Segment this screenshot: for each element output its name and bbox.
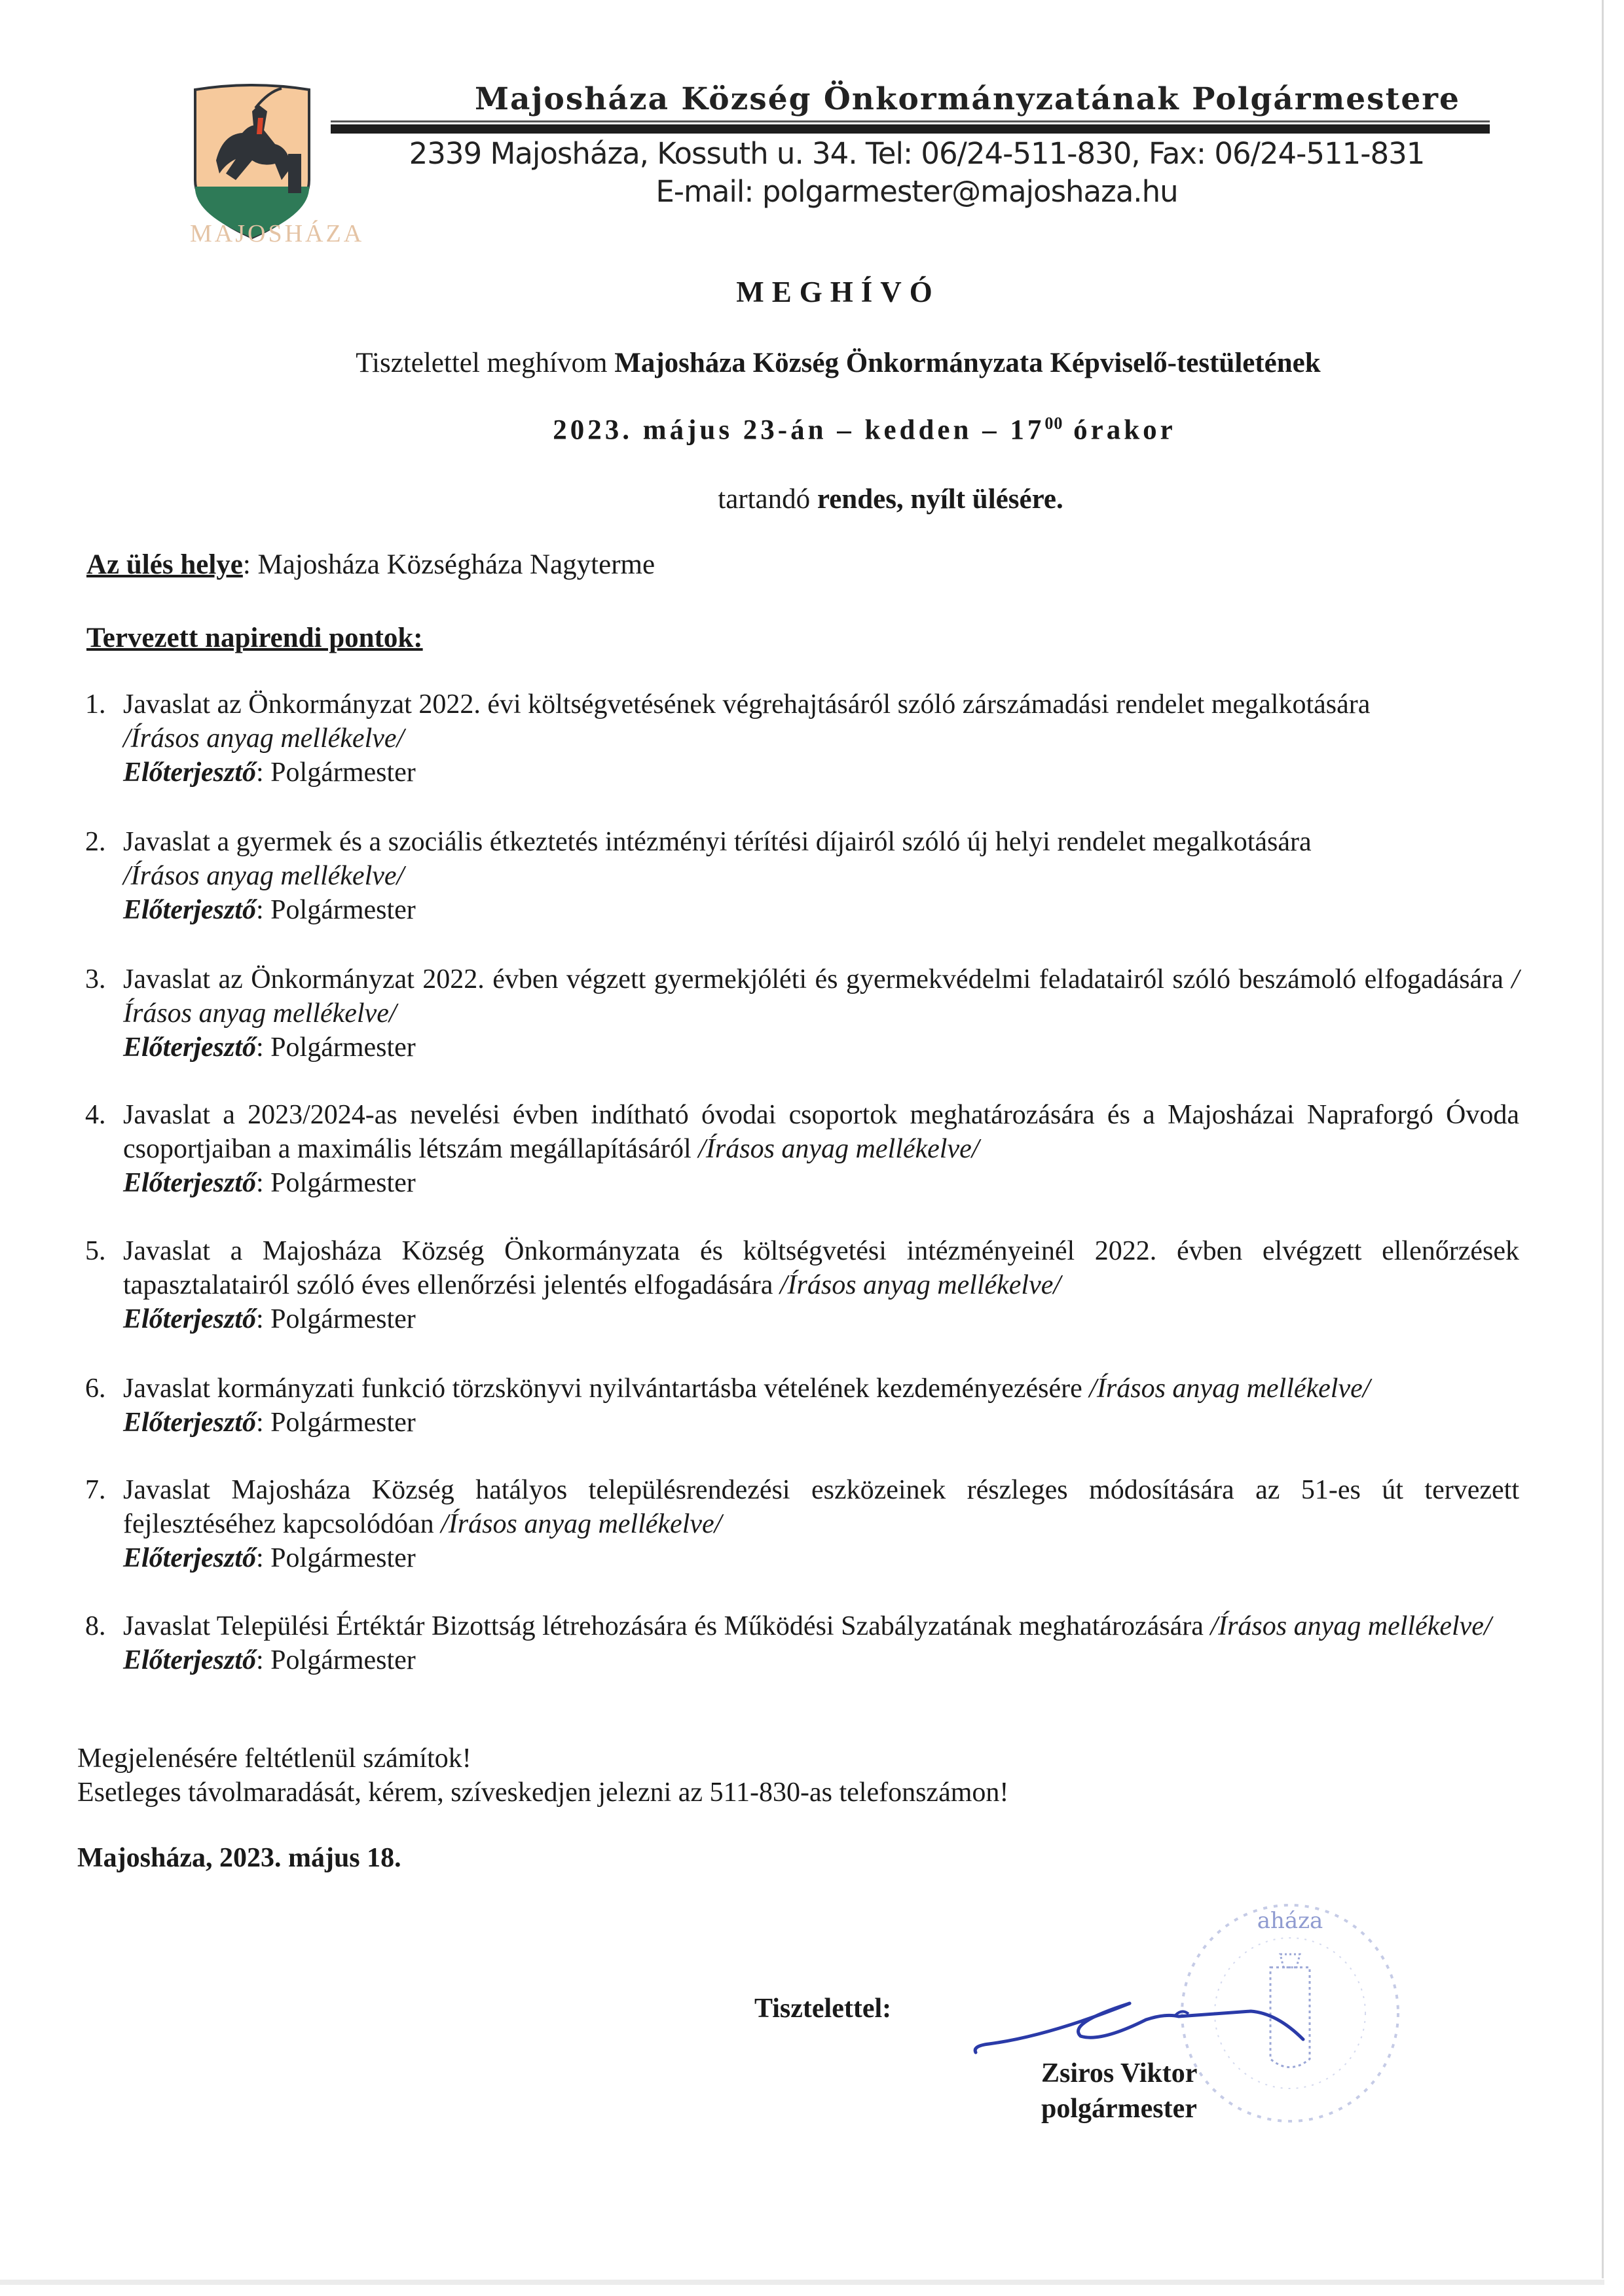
agenda-item-text: Javaslat az Önkormányzat 2022. évben végzett gyermekjóléti és gyermekvédelmi feladatairól szóló beszámoló elfogadására bbox=[123, 964, 1512, 994]
agenda-item bbox=[65, 1234, 1519, 1336]
presenter-label: Előterjesztő bbox=[123, 1543, 257, 1573]
presenter-value: : Polgármester bbox=[256, 1408, 416, 1438]
agenda-item bbox=[65, 962, 1519, 1065]
signer-name: Zsiros Viktor bbox=[1041, 2058, 1198, 2088]
invitation-line bbox=[0, 347, 1624, 379]
meeting-time-suffix: órakor bbox=[1063, 414, 1176, 446]
agenda-item-text: Javaslat Majosháza Község hatályos településrendezési eszközeinek részleges módosítására az 51-es út tervezett fejlesztéséhez kapcsolódóan bbox=[123, 1475, 1519, 1539]
closing-line-1: Megjelenésére feltétlenül számítok! bbox=[77, 1743, 471, 1774]
agenda-item-text: Javaslat kormányzati funkció törzskönyvi nyilvántartásba vételének kezdeményezésére bbox=[123, 1374, 1090, 1404]
presenter-value: : Polgármester bbox=[256, 1168, 416, 1198]
meeting-time-minutes: 00 bbox=[1044, 414, 1063, 433]
session-kind: rendes, nyílt ülésére. bbox=[817, 484, 1063, 515]
presenter-label: Előterjesztő bbox=[123, 1032, 257, 1063]
email-line[interactable]: E-mail: polgarmester@majoshaza.hu bbox=[655, 174, 1178, 209]
scan-edge-right bbox=[1602, 0, 1604, 2278]
presenter-value: : Polgármester bbox=[256, 1645, 416, 1675]
agenda-item-number: 6. bbox=[85, 1374, 106, 1404]
header-rule-thin bbox=[331, 120, 1490, 122]
document-title: MEGHÍVÓ bbox=[736, 276, 940, 308]
venue-label: Az ülés helye bbox=[86, 549, 243, 580]
regards-label: Tisztelettel: bbox=[754, 1994, 892, 2024]
attachment-note: /Írásos anyag mellékelve/ bbox=[123, 723, 405, 754]
agenda-item-text: Javaslat a Majosháza Község Önkormányzata és költségvetési intézményeinél 2022. évben elvégzett ellenőrzések tapasztalatairól szóló éves ellenőrzési jelentés elfogadására bbox=[123, 1236, 1519, 1300]
municipal-crest-icon bbox=[190, 82, 314, 239]
agenda-item-number: 2. bbox=[85, 827, 106, 857]
agenda-heading: Tervezett napirendi pontok: bbox=[86, 623, 423, 653]
attachment-note: /Írásos anyag mellékelve/ bbox=[123, 964, 1519, 1029]
presenter-label: Előterjesztő bbox=[123, 1645, 257, 1675]
agenda-item-text: Javaslat Települési Értéktár Bizottság létrehozására és Működési Szabályzatának meghatározására bbox=[123, 1611, 1211, 1641]
header-rule bbox=[331, 124, 1490, 134]
address-line: 2339 Majosháza, Kossuth u. 34. Tel: 06/24-511-830, Fax: 06/24-511-831 bbox=[409, 136, 1425, 171]
agenda-item-number: 8. bbox=[85, 1611, 106, 1641]
session-lead: tartandó bbox=[718, 484, 817, 515]
agenda-item bbox=[65, 1098, 1519, 1200]
signer-block bbox=[1041, 2056, 1197, 2126]
attachment-note: /Írásos anyag mellékelve/ bbox=[779, 1270, 1061, 1300]
presenter-value: : Polgármester bbox=[256, 757, 416, 788]
agenda-item-text: Javaslat az Önkormányzat 2022. évi költségvetésének végrehajtásáról szóló zárszámadási rendelet megalkotására bbox=[123, 689, 1371, 720]
crest-caption: MAJOSHÁZA bbox=[190, 220, 365, 247]
meeting-date: 2023. május 23-án – kedden – 17 bbox=[553, 414, 1045, 446]
attachment-note: /Írásos anyag mellékelve/ bbox=[698, 1134, 980, 1164]
closing-line-2: Esetleges távolmaradását, kérem, szíveskedjen jelezni az 511-830-as telefonszámon! bbox=[77, 1777, 1009, 1808]
svg-text:aháza: aháza bbox=[1257, 1908, 1323, 1934]
venue-value: : Majosháza Községháza Nagyterme bbox=[242, 549, 655, 580]
agenda-item-number: 5. bbox=[85, 1236, 106, 1266]
attachment-note: /Írásos anyag mellékelve/ bbox=[441, 1509, 722, 1539]
presenter-label: Előterjesztő bbox=[123, 1168, 257, 1198]
presenter-label: Előterjesztő bbox=[123, 1408, 257, 1438]
scan-edge-bottom bbox=[0, 2280, 1604, 2285]
meeting-datetime bbox=[0, 414, 1624, 446]
presenter-value: : Polgármester bbox=[256, 1543, 416, 1573]
attachment-note: /Írásos anyag mellékelve/ bbox=[123, 861, 405, 891]
contact-block bbox=[347, 135, 1486, 211]
signer-role: polgármester bbox=[1041, 2094, 1197, 2124]
agenda-item-text: Javaslat a 2023/2024-as nevelési évben indítható óvodai csoportok meghatározására és a Majosházai Napraforgó Óvoda csoportjaiban a maximális létszám megállapításáról bbox=[123, 1100, 1519, 1164]
presenter-value: : Polgármester bbox=[256, 1032, 416, 1063]
agenda-item-number: 7. bbox=[85, 1475, 106, 1505]
invitation-body: Majosháza Község Önkormányzata Képviselő-testületének bbox=[614, 348, 1321, 378]
agenda-item bbox=[65, 1372, 1519, 1440]
attachment-note: /Írásos anyag mellékelve/ bbox=[1210, 1611, 1492, 1641]
presenter-value: : Polgármester bbox=[256, 1304, 416, 1334]
invitation-lead: Tisztelettel meghívom bbox=[356, 348, 615, 378]
presenter-label: Előterjesztő bbox=[123, 1304, 257, 1334]
agenda-item bbox=[65, 825, 1519, 927]
agenda-item-text: Javaslat a gyermek és a szociális étkeztetés intézményi térítési díjairól szóló új helyi rendelet megalkotására bbox=[123, 827, 1312, 857]
agenda-item bbox=[65, 1473, 1519, 1575]
agenda-item bbox=[65, 687, 1519, 790]
place-and-date: Majosháza, 2023. május 18. bbox=[77, 1843, 401, 1873]
organization-title: Majosháza Község Önkormányzatának Polgármestere bbox=[475, 81, 1460, 117]
closing-text bbox=[77, 1741, 1008, 1810]
agenda-item bbox=[65, 1609, 1519, 1677]
attachment-note: /Írásos anyag mellékelve/ bbox=[1089, 1374, 1371, 1404]
venue bbox=[86, 549, 655, 581]
presenter-value: : Polgármester bbox=[256, 895, 416, 925]
session-type bbox=[0, 483, 1624, 515]
presenter-label: Előterjesztő bbox=[123, 757, 257, 788]
agenda-item-number: 4. bbox=[85, 1100, 106, 1130]
presenter-label: Előterjesztő bbox=[123, 895, 257, 925]
agenda-item-number: 1. bbox=[85, 689, 106, 720]
agenda-item-number: 3. bbox=[85, 964, 106, 994]
